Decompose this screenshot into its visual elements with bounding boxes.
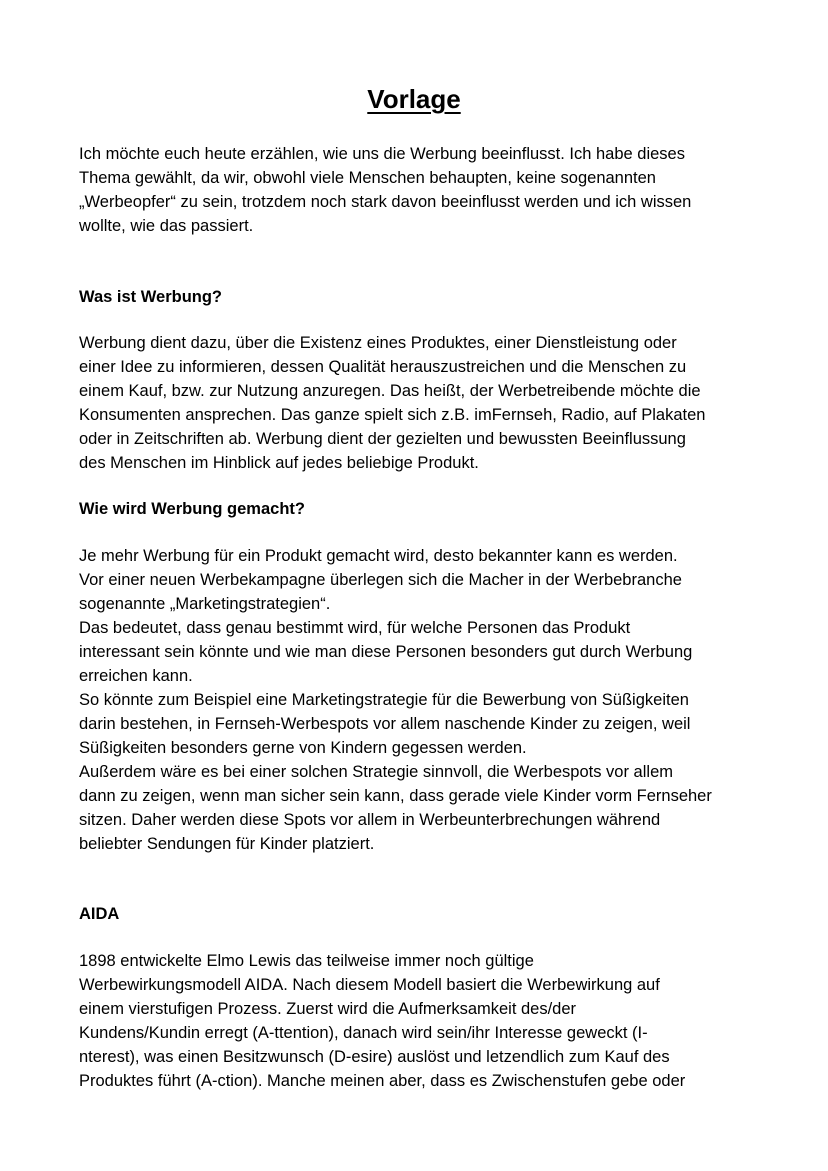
text-line: Außerdem wäre es bei einer solchen Strategie sinnvoll, die Werbespots vor allem [79, 763, 673, 781]
text-line: darin bestehen, in Fernseh-Werbespots vor allem naschende Kinder zu zeigen, weil [79, 715, 691, 733]
page-title: Vorlage [367, 84, 461, 114]
text-line: Kundens/Kundin erregt (A-ttention), danach wird sein/ihr Interesse geweckt (I- [79, 1024, 648, 1042]
text-line: Süßigkeiten besonders gerne von Kindern gegessen werden. [79, 739, 527, 757]
section-heading-aida: AIDA [79, 905, 120, 923]
text-line: sogenannte „Marketingstrategien“. [79, 595, 331, 613]
text-line: Ich möchte euch heute erzählen, wie uns die Werbung beeinflusst. Ich habe dieses [79, 145, 685, 163]
text-line: Thema gewählt, da wir, obwohl viele Menschen behaupten, keine sogenannten [79, 169, 656, 187]
text-line: Das bedeutet, dass genau bestimmt wird, für welche Personen das Produkt [79, 619, 631, 637]
text-line: wollte, wie das passiert. [79, 217, 254, 235]
section-paragraph-was-ist-werbung [79, 331, 769, 475]
text-line: Vor einer neuen Werbekampagne überlegen sich die Macher in der Werbebranche [79, 571, 682, 589]
text-line: dann zu zeigen, wenn man sicher sein kann, dass gerade viele Kinder vorm Fernseher [79, 787, 712, 805]
text-line: des Menschen im Hinblick auf jedes beliebige Produkt. [79, 454, 479, 472]
text-line: 1898 entwickelte Elmo Lewis das teilweise immer noch gültige [79, 952, 534, 970]
text-line: Je mehr Werbung für ein Produkt gemacht wird, desto bekannter kann es werden. [79, 547, 678, 565]
text-line: oder in Zeitschriften ab. Werbung dient der gezielten und bewussten Beeinflussung [79, 430, 686, 448]
text-line: einer Idee zu informieren, dessen Qualität herauszustreichen und die Menschen zu [79, 358, 687, 376]
text-line: Werbewirkungsmodell AIDA. Nach diesem Modell basiert die Werbewirkung auf [79, 976, 660, 994]
section-paragraph-aida [79, 949, 769, 1093]
text-line: sitzen. Daher werden diese Spots vor allem in Werbeunterbrechungen während [79, 811, 661, 829]
intro-paragraph [79, 142, 769, 238]
text-line: erreichen kann. [79, 667, 193, 685]
text-line: nterest), was einen Besitzwunsch (D-esire) auslöst und letzendlich zum Kauf des [79, 1048, 670, 1066]
text-line: interessant sein könnte und wie man diese Personen besonders gut durch Werbung [79, 643, 693, 661]
text-line: „Werbeopfer“ zu sein, trotzdem noch stark davon beeinflusst werden und ich wissen [79, 193, 692, 211]
text-line: Werbung dient dazu, über die Existenz eines Produktes, einer Dienstleistung oder [79, 334, 677, 352]
text-line: So könnte zum Beispiel eine Marketingstrategie für die Bewerbung von Süßigkeiten [79, 691, 689, 709]
text-line: beliebter Sendungen für Kinder platziert. [79, 835, 375, 853]
section-heading-was-ist-werbung: Was ist Werbung? [79, 288, 223, 306]
text-line: Produktes führt (A-ction). Manche meinen aber, dass es Zwischenstufen gebe oder [79, 1072, 686, 1090]
section-paragraph-wie-wird-werbung-gemacht [79, 544, 769, 856]
section-heading-wie-wird-werbung-gemacht: Wie wird Werbung gemacht? [79, 500, 305, 518]
text-line: einem Kauf, bzw. zur Nutzung anzuregen. Das heißt, der Werbetreibende möchte die [79, 382, 701, 400]
text-line: Konsumenten ansprechen. Das ganze spielt sich z.B. imFernseh, Radio, auf Plakaten [79, 406, 706, 424]
text-line: einem vierstufigen Prozess. Zuerst wird die Aufmerksamkeit des/der [79, 1000, 577, 1018]
